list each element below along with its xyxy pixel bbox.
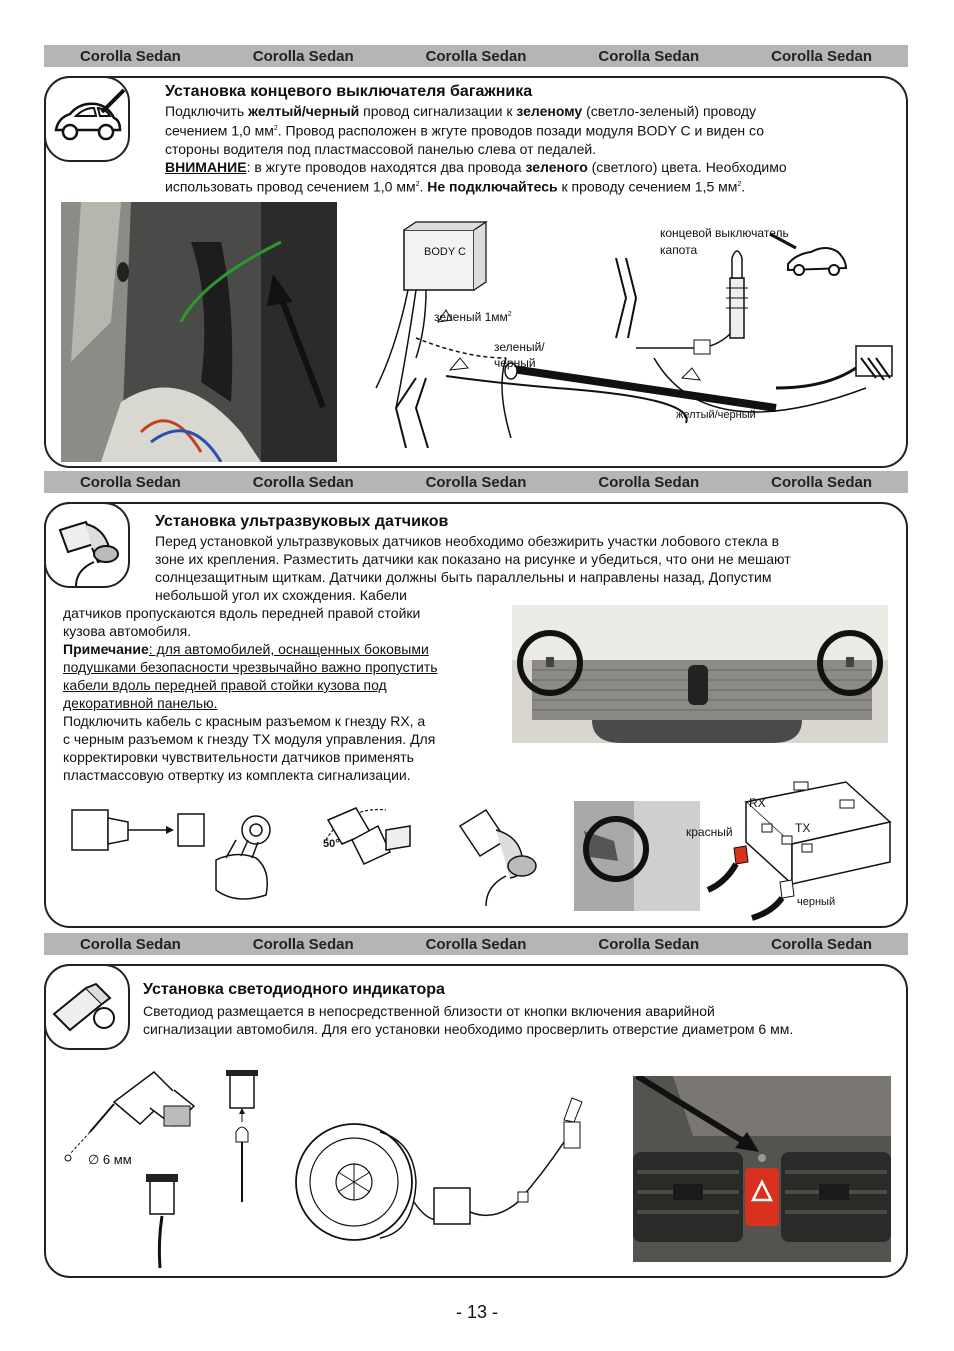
yellow-black-label: желтый/черный — [676, 409, 756, 421]
header-band — [44, 933, 908, 955]
drill-size-label: ∅ 6 мм — [88, 1152, 132, 1167]
car-trunk-icon-box — [44, 76, 130, 162]
windshield-photo — [512, 605, 888, 743]
body-c-label: BODY C — [424, 246, 466, 258]
header-band — [44, 45, 908, 67]
red-label: красный — [686, 825, 733, 839]
green-black-label-2: черный — [494, 356, 536, 370]
led-icon-box — [44, 964, 130, 1050]
section-body: датчиков пропускаются вдоль передней правой стойки кузова автомобиля. Примечание: для автомобилей, оснащенных боковыми подушками безопасности чрезвычайно важно пропустить кабели вдоль передней правой стойки кузова под декоративной панелью. Подключить кабель с красным разъемом к гнезду RX, а с черным разъемом к гнезду TX модуля управления. Для корректировки чувствительности датчиков применять пластмассовую отвертку из комплекта сигнализации. — [63, 605, 438, 783]
sensor-icon — [46, 504, 128, 586]
switch-label-2: капота — [660, 243, 698, 257]
sensor-mount-photo — [574, 801, 700, 911]
band-label: Corolla Sedan — [79, 47, 181, 65]
band-label: Corolla Sedan — [252, 935, 354, 953]
band-label: Corolla Sedan — [771, 935, 873, 953]
angle-label: 50° — [323, 838, 340, 850]
led-install-diagram — [54, 1062, 634, 1272]
switch-label-1: концевой выключатель — [660, 226, 789, 240]
band-label: Corolla Sedan — [425, 473, 527, 491]
band-label: Corolla Sedan — [79, 935, 181, 953]
band-label: Corolla Sedan — [598, 473, 700, 491]
sensor-steps-diagram — [66, 800, 576, 910]
page-number: - 13 - — [455, 1302, 498, 1322]
band-label: Corolla Sedan — [252, 473, 354, 491]
section-title: Установка ультразвуковых датчиков — [155, 513, 449, 530]
wiring-diagram — [356, 208, 896, 448]
band-label: Corolla Sedan — [252, 47, 354, 65]
section-text: Светодиод размещается в непосредственной близости от кнопки включения аварийной сигнализации автомобиля. Для его установки необходимо просверлить отверстие диаметром 6 мм. — [143, 1003, 794, 1037]
band-label: Corolla Sedan — [425, 935, 527, 953]
section-ultrasonic-sensors — [44, 502, 908, 928]
section-title: Установка концевого выключателя багажника — [165, 83, 533, 100]
green-wire-label: зеленый $1мм^2$ — [434, 310, 512, 324]
car-icon — [46, 78, 128, 160]
black-label: черный — [797, 896, 836, 908]
section-trunk-switch — [44, 76, 908, 468]
engine-wiring-photo — [61, 202, 337, 462]
header-band — [44, 471, 908, 493]
band-label: Corolla Sedan — [771, 47, 873, 65]
sensor-icon-box — [44, 502, 130, 588]
dashboard-photo — [633, 1076, 891, 1262]
section-led-indicator — [44, 964, 908, 1278]
band-label: Corolla Sedan — [598, 935, 700, 953]
section-title: Установка светодиодного индикатора — [143, 981, 445, 998]
section-intro: Перед установкой ультразвуковых датчиков необходимо обезжирить участки лобового стекла в зоне их крепления. Разместить датчики как показано на рисунке и убедиться, что они не мешают солнцезащитным щиткам. Датчики должны быть параллельны и направлены назад, Допустим небольшой угол их схождения. Кабели — [155, 533, 791, 603]
rx-label: RX — [749, 796, 766, 810]
led-icon — [46, 966, 128, 1048]
band-label: Corolla Sedan — [598, 47, 700, 65]
band-label: Corolla Sedan — [771, 473, 873, 491]
band-label: Corolla Sedan — [79, 473, 181, 491]
band-label: Corolla Sedan — [425, 47, 527, 65]
tx-label: TX — [795, 821, 811, 835]
green-black-label-1: зеленый/ — [494, 340, 545, 354]
section-text: Подключить желтый/черный провод сигнализации к зеленому (светло-зеленый) проводу сечением 1,0 $мм^2$. Провод расположен в жгуте проводов позади модуля BODY C и виден со стороны водителя под пластмассовой панелью слева от педалей. ВНИМАНИЕ: в жгуте проводов находятся два провода зеленого (светлого) цвета. Необходимо использовать провод сечением 1,0 $мм^2$. Не подключайтесь к проводу сечением 1,5 $мм^2$. — [165, 103, 787, 195]
